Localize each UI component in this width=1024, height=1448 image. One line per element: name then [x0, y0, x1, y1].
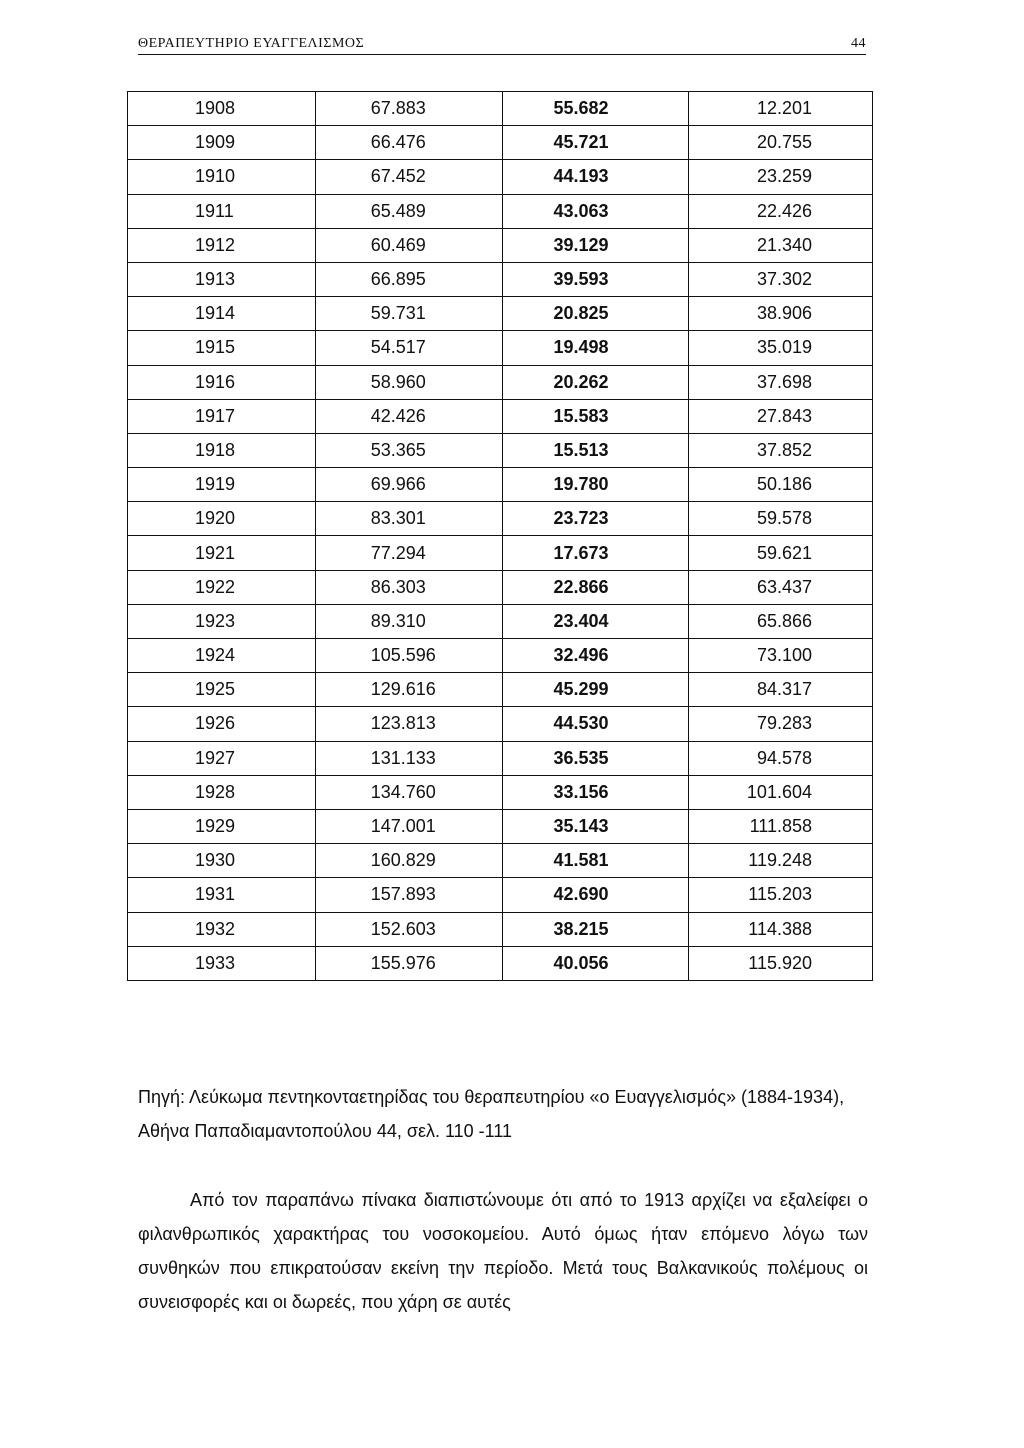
table-row	[128, 228, 873, 262]
cell-value-2: 17.673	[503, 536, 689, 570]
cell-value-3: 65.866	[689, 604, 873, 638]
table-row	[128, 741, 873, 775]
cell-value-2: 19.780	[503, 468, 689, 502]
cell-year: 1908	[128, 92, 316, 126]
cell-value-1: 59.731	[315, 297, 503, 331]
cell-value-1: 77.294	[315, 536, 503, 570]
page-number: 44	[851, 36, 866, 51]
cell-year: 1925	[128, 673, 316, 707]
cell-year: 1913	[128, 262, 316, 296]
cell-value-2: 20.262	[503, 365, 689, 399]
cell-value-1: 129.616	[315, 673, 503, 707]
table-row	[128, 570, 873, 604]
table-row	[128, 878, 873, 912]
cell-value-1: 105.596	[315, 639, 503, 673]
table-row	[128, 92, 873, 126]
cell-value-2: 35.143	[503, 809, 689, 843]
running-header	[138, 34, 866, 55]
cell-value-3: 37.698	[689, 365, 873, 399]
cell-value-1: 54.517	[315, 331, 503, 365]
cell-value-2: 39.593	[503, 262, 689, 296]
cell-value-3: 23.259	[689, 160, 873, 194]
cell-value-3: 59.578	[689, 502, 873, 536]
cell-value-1: 67.452	[315, 160, 503, 194]
cell-year: 1926	[128, 707, 316, 741]
cell-value-3: 22.426	[689, 194, 873, 228]
cell-value-2: 19.498	[503, 331, 689, 365]
cell-value-3: 37.302	[689, 262, 873, 296]
cell-value-3: 20.755	[689, 126, 873, 160]
cell-year: 1931	[128, 878, 316, 912]
table-row	[128, 707, 873, 741]
cell-value-3: 111.858	[689, 809, 873, 843]
cell-value-2: 55.682	[503, 92, 689, 126]
cell-value-2: 42.690	[503, 878, 689, 912]
cell-year: 1932	[128, 912, 316, 946]
table-row	[128, 673, 873, 707]
cell-value-2: 43.063	[503, 194, 689, 228]
cell-value-1: 66.476	[315, 126, 503, 160]
cell-value-2: 23.404	[503, 604, 689, 638]
cell-year: 1921	[128, 536, 316, 570]
cell-value-2: 20.825	[503, 297, 689, 331]
table-row	[128, 639, 873, 673]
cell-value-3: 35.019	[689, 331, 873, 365]
cell-year: 1933	[128, 946, 316, 980]
cell-value-1: 60.469	[315, 228, 503, 262]
table-row	[128, 297, 873, 331]
source-note: Πηγή: Λεύκωμα πεντηκονταετηρίδας του θεραπευτηρίου «ο Ευαγγελισμός» (1884-1934), Αθήνα Παπαδιαμαντοπούλου 44, σελ. 110 -111	[138, 1087, 845, 1141]
cell-value-3: 101.604	[689, 775, 873, 809]
cell-value-2: 33.156	[503, 775, 689, 809]
table-row	[128, 468, 873, 502]
cell-value-3: 115.920	[689, 946, 873, 980]
cell-value-3: 114.388	[689, 912, 873, 946]
table-row	[128, 775, 873, 809]
cell-value-2: 39.129	[503, 228, 689, 262]
cell-value-1: 67.883	[315, 92, 503, 126]
table-row	[128, 844, 873, 878]
cell-year: 1912	[128, 228, 316, 262]
cell-value-3: 21.340	[689, 228, 873, 262]
cell-value-1: 152.603	[315, 912, 503, 946]
table-row	[128, 331, 873, 365]
cell-year: 1924	[128, 639, 316, 673]
cell-value-1: 160.829	[315, 844, 503, 878]
cell-value-2: 32.496	[503, 639, 689, 673]
cell-value-3: 37.852	[689, 433, 873, 467]
cell-value-1: 86.303	[315, 570, 503, 604]
body-text	[138, 1183, 868, 1319]
table-row	[128, 194, 873, 228]
table-row	[128, 262, 873, 296]
cell-value-1: 134.760	[315, 775, 503, 809]
table-row	[128, 946, 873, 980]
cell-value-2: 44.530	[503, 707, 689, 741]
cell-year: 1929	[128, 809, 316, 843]
cell-value-1: 83.301	[315, 502, 503, 536]
cell-value-3: 94.578	[689, 741, 873, 775]
cell-value-3: 38.906	[689, 297, 873, 331]
cell-value-2: 15.513	[503, 433, 689, 467]
cell-value-1: 89.310	[315, 604, 503, 638]
cell-value-2: 36.535	[503, 741, 689, 775]
table-body	[128, 92, 873, 981]
cell-value-2: 41.581	[503, 844, 689, 878]
cell-value-2: 44.193	[503, 160, 689, 194]
cell-year: 1910	[128, 160, 316, 194]
table-row	[128, 502, 873, 536]
cell-year: 1920	[128, 502, 316, 536]
cell-value-3: 12.201	[689, 92, 873, 126]
data-table	[127, 91, 873, 981]
cell-value-3: 73.100	[689, 639, 873, 673]
body-paragraph: Από τον παραπάνω πίνακα διαπιστώνουμε ότι από το 1913 αρχίζει να εξαλείφει ο φιλανθρωπικός χαρακτήρας του νοσοκομείου. Αυτό όμως ήταν επόμενο λόγω των συνθηκών που επικρατούσαν εκείνη την περίοδο. Μετά τους Βαλκανικούς πολέμους οι συνεισφορές και οι δωρεές, που χάρη σε αυτές	[138, 1190, 868, 1312]
cell-year: 1917	[128, 399, 316, 433]
cell-year: 1928	[128, 775, 316, 809]
cell-year: 1930	[128, 844, 316, 878]
cell-value-1: 155.976	[315, 946, 503, 980]
cell-year: 1915	[128, 331, 316, 365]
header-title: ΘΕΡΑΠΕΥΤΗΡΙΟ ΕΥΑΓΓΕΛΙΣΜΟΣ	[138, 36, 365, 51]
cell-value-1: 69.966	[315, 468, 503, 502]
cell-year: 1914	[128, 297, 316, 331]
cell-year: 1918	[128, 433, 316, 467]
cell-value-3: 50.186	[689, 468, 873, 502]
cell-value-1: 65.489	[315, 194, 503, 228]
cell-value-2: 22.866	[503, 570, 689, 604]
table-row	[128, 433, 873, 467]
cell-value-3: 115.203	[689, 878, 873, 912]
cell-year: 1919	[128, 468, 316, 502]
cell-year: 1916	[128, 365, 316, 399]
cell-value-3: 59.621	[689, 536, 873, 570]
cell-value-2: 45.721	[503, 126, 689, 160]
table-row	[128, 912, 873, 946]
cell-value-1: 66.895	[315, 262, 503, 296]
cell-year: 1923	[128, 604, 316, 638]
table-row	[128, 809, 873, 843]
table-row	[128, 604, 873, 638]
table-row	[128, 365, 873, 399]
table-row	[128, 536, 873, 570]
cell-value-1: 58.960	[315, 365, 503, 399]
cell-value-1: 42.426	[315, 399, 503, 433]
table-row	[128, 399, 873, 433]
cell-value-2: 23.723	[503, 502, 689, 536]
cell-value-3: 119.248	[689, 844, 873, 878]
cell-value-3: 27.843	[689, 399, 873, 433]
cell-year: 1911	[128, 194, 316, 228]
cell-year: 1909	[128, 126, 316, 160]
cell-value-2: 38.215	[503, 912, 689, 946]
cell-value-3: 84.317	[689, 673, 873, 707]
cell-value-1: 131.133	[315, 741, 503, 775]
cell-value-2: 45.299	[503, 673, 689, 707]
table-row	[128, 126, 873, 160]
cell-value-3: 63.437	[689, 570, 873, 604]
cell-value-2: 15.583	[503, 399, 689, 433]
cell-value-1: 157.893	[315, 878, 503, 912]
cell-value-1: 53.365	[315, 433, 503, 467]
cell-value-1: 147.001	[315, 809, 503, 843]
cell-value-1: 123.813	[315, 707, 503, 741]
cell-value-2: 40.056	[503, 946, 689, 980]
cell-value-3: 79.283	[689, 707, 873, 741]
table-row	[128, 160, 873, 194]
cell-year: 1927	[128, 741, 316, 775]
cell-year: 1922	[128, 570, 316, 604]
